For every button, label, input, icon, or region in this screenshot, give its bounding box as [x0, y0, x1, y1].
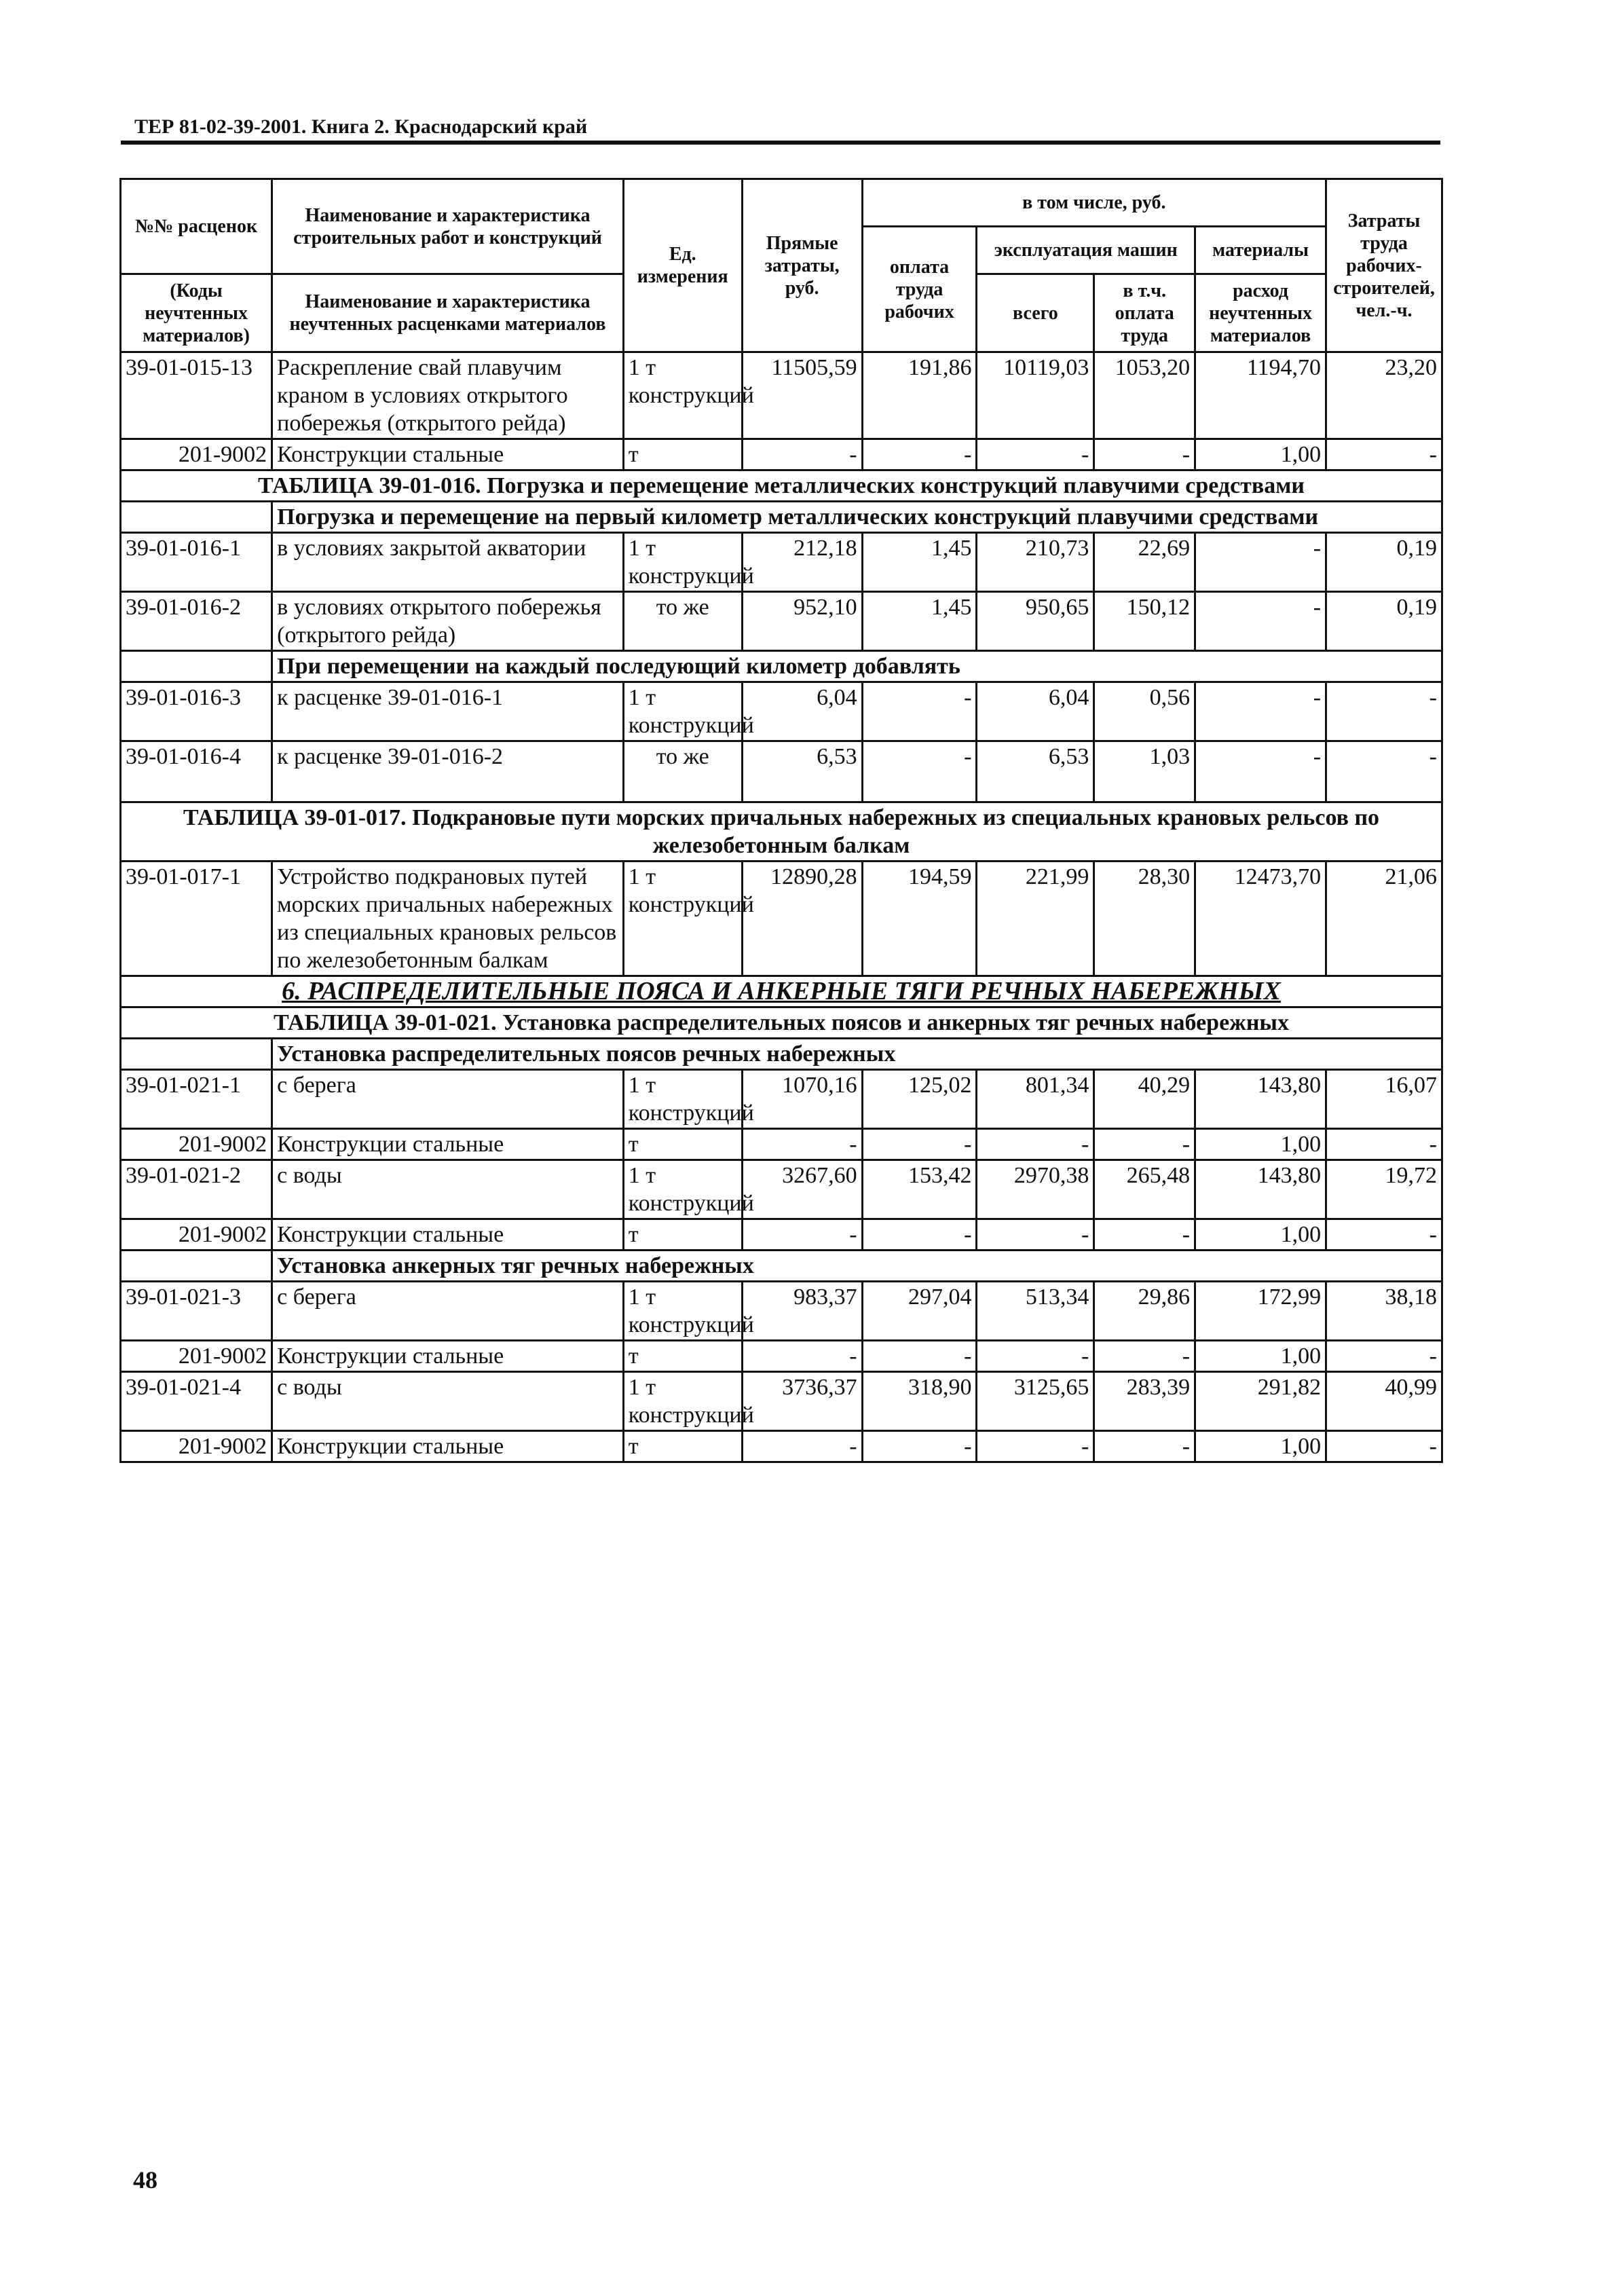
cell-unit: то же — [623, 741, 742, 802]
cell-labor: - — [1326, 682, 1442, 741]
cell-direct: 3736,37 — [742, 1372, 862, 1431]
cell-name: Конструкции стальные — [272, 1129, 624, 1160]
cell-labor: 40,99 — [1326, 1372, 1442, 1431]
cell-wages: - — [862, 1431, 977, 1462]
header-mach-total: всего — [977, 274, 1094, 352]
cell-unit: 1 т конструкций — [623, 1070, 742, 1129]
cell-wages: - — [862, 682, 977, 741]
cell-labor: - — [1326, 1219, 1442, 1251]
cell-mat: 291,82 — [1195, 1372, 1326, 1431]
header-mach-wages: в т.ч. оплата труда — [1094, 274, 1195, 352]
cell-direct: 12890,28 — [742, 862, 862, 976]
cell-wages: 125,02 — [862, 1070, 977, 1129]
cell-mat: 1,00 — [1195, 1341, 1326, 1372]
cell-direct: 3267,60 — [742, 1160, 862, 1219]
subheading: Установка распределительных поясов речных набережных — [272, 1039, 1442, 1070]
cell-mat: - — [1195, 682, 1326, 741]
rates-table — [119, 178, 1443, 1463]
subheading: Погрузка и перемещение на первый километр металлических конструкций плавучими средствами — [272, 502, 1442, 533]
cell-code: 39-01-021-2 — [121, 1160, 272, 1219]
cell-mat: 172,99 — [1195, 1282, 1326, 1341]
cell-labor: - — [1326, 439, 1442, 470]
header-direct: Прямые затраты, руб. — [742, 179, 862, 352]
cell-unit: 1 т конструкций — [623, 862, 742, 976]
cell-wages: 194,59 — [862, 862, 977, 976]
header-code-sub: (Коды неучтенных материалов) — [121, 274, 272, 352]
cell-mach-w: - — [1094, 1129, 1195, 1160]
cell-labor: - — [1326, 1129, 1442, 1160]
cell-name: с воды — [272, 1372, 624, 1431]
table-row — [121, 1070, 1442, 1129]
cell-direct: 1070,16 — [742, 1070, 862, 1129]
cell-mat: 1,00 — [1195, 1219, 1326, 1251]
cell-wages: - — [862, 439, 977, 470]
cell-wages: - — [862, 1219, 977, 1251]
section-heading: 6. РАСПРЕДЕЛИТЕЛЬНЫЕ ПОЯСА И АНКЕРНЫЕ ТЯГИ РЕЧНЫХ НАБЕРЕЖНЫХ — [121, 976, 1442, 1007]
cell-name: к расценке 39-01-016-1 — [272, 682, 624, 741]
cell-mat: - — [1195, 592, 1326, 651]
cell-wages: 153,42 — [862, 1160, 977, 1219]
table-title: ТАБЛИЦА 39-01-016. Погрузка и перемещение металлических конструкций плавучими средствами — [121, 470, 1442, 502]
cell-code: 39-01-017-1 — [121, 862, 272, 976]
table-row — [121, 862, 1442, 976]
cell-direct: - — [742, 1219, 862, 1251]
cell-code: 39-01-015-13 — [121, 352, 272, 439]
cell-unit: 1 т конструкций — [623, 352, 742, 439]
cell-mat: - — [1195, 533, 1326, 592]
cell-name: с воды — [272, 1160, 624, 1219]
header-incl: в том числе, руб. — [862, 179, 1326, 227]
cell-mach: - — [977, 1341, 1094, 1372]
header-unit: Ед. измерения — [623, 179, 742, 352]
subheading-row — [121, 651, 1442, 682]
table-row — [121, 533, 1442, 592]
cell-labor: 38,18 — [1326, 1282, 1442, 1341]
cell-mach: - — [977, 1431, 1094, 1462]
cell-unit: т — [623, 1219, 742, 1251]
table-row — [121, 1372, 1442, 1431]
table-title: ТАБЛИЦА 39-01-021. Установка распределительных поясов и анкерных тяг речных набережных — [121, 1007, 1442, 1039]
cell-code: 39-01-016-4 — [121, 741, 272, 802]
cell-mat: 1194,70 — [1195, 352, 1326, 439]
header-code: №№ расценок — [121, 179, 272, 274]
page-header: ТЕР 81-02-39-2001. Книга 2. Краснодарский край — [134, 115, 588, 138]
cell-labor: 0,19 — [1326, 533, 1442, 592]
cell-mach: 801,34 — [977, 1070, 1094, 1129]
cell-unit: то же — [623, 592, 742, 651]
cell-mach-w: 150,12 — [1094, 592, 1195, 651]
header-name: Наименование и характеристика строительных работ и конструкций — [272, 179, 624, 274]
cell-unit: 1 т конструкций — [623, 1282, 742, 1341]
cell-mach: 2970,38 — [977, 1160, 1094, 1219]
cell-mat: 1,00 — [1195, 1431, 1326, 1462]
cell-mach: 6,04 — [977, 682, 1094, 741]
cell-name: Раскрепление свай плавучим краном в условиях открытого побережья (открытого рейда) — [272, 352, 624, 439]
table-row — [121, 1341, 1442, 1372]
table-row — [121, 1219, 1442, 1251]
cell-labor: - — [1326, 741, 1442, 802]
cell-mat: 1,00 — [1195, 439, 1326, 470]
cell-code: 39-01-016-1 — [121, 533, 272, 592]
cell-mat: 143,80 — [1195, 1160, 1326, 1219]
cell-name: к расценке 39-01-016-2 — [272, 741, 624, 802]
cell-wages: - — [862, 1341, 977, 1372]
cell-labor: - — [1326, 1341, 1442, 1372]
cell-mach: 10119,03 — [977, 352, 1094, 439]
cell-wages: 297,04 — [862, 1282, 977, 1341]
cell-unit: т — [623, 439, 742, 470]
cell-mach: 210,73 — [977, 533, 1094, 592]
subheading-row — [121, 1251, 1442, 1282]
section-heading-row — [121, 976, 1442, 1007]
cell-name: Конструкции стальные — [272, 1341, 624, 1372]
cell-code: 39-01-021-4 — [121, 1372, 272, 1431]
table-row — [121, 1160, 1442, 1219]
table-header — [121, 179, 1442, 352]
cell-name: с берега — [272, 1282, 624, 1341]
table-title-row — [121, 802, 1442, 862]
subheading: При перемещении на каждый последующий километр добавлять — [272, 651, 1442, 682]
cell-mach: 221,99 — [977, 862, 1094, 976]
cell-name: Конструкции стальные — [272, 1431, 624, 1462]
cell-name: Устройство подкрановых путей морских причальных набережных из специальных крановых рельсов по железобетонным балкам — [272, 862, 624, 976]
header-materials: материалы — [1195, 227, 1326, 274]
cell-labor: 19,72 — [1326, 1160, 1442, 1219]
header-rule — [121, 141, 1440, 145]
cell-labor: 0,19 — [1326, 592, 1442, 651]
cell-mat: 1,00 — [1195, 1129, 1326, 1160]
cell-wages: - — [862, 1129, 977, 1160]
cell-mach-w: 1,03 — [1094, 741, 1195, 802]
cell-direct: 6,53 — [742, 741, 862, 802]
table-row — [121, 1431, 1442, 1462]
cell-wages: 1,45 — [862, 592, 977, 651]
cell-direct: 11505,59 — [742, 352, 862, 439]
cell-direct: 6,04 — [742, 682, 862, 741]
header-materials-sub: расход неучтенных материалов — [1195, 274, 1326, 352]
cell-mach-w: - — [1094, 1341, 1195, 1372]
cell-mach: 6,53 — [977, 741, 1094, 802]
cell-mach: - — [977, 1129, 1094, 1160]
cell-mach-w: - — [1094, 1431, 1195, 1462]
header-wages: оплата труда рабочих — [862, 227, 977, 352]
cell-direct: - — [742, 439, 862, 470]
cell-mach-w: 28,30 — [1094, 862, 1195, 976]
cell-direct: - — [742, 1129, 862, 1160]
cell-direct: 983,37 — [742, 1282, 862, 1341]
cell-code: 201-9002 — [121, 1431, 272, 1462]
cell-unit: 1 т конструкций — [623, 1372, 742, 1431]
cell-mat: - — [1195, 741, 1326, 802]
page-number: 48 — [133, 2166, 157, 2193]
table-row — [121, 741, 1442, 802]
cell-wages: 318,90 — [862, 1372, 977, 1431]
cell-unit: т — [623, 1431, 742, 1462]
cell-mach-w: 22,69 — [1094, 533, 1195, 592]
table-row — [121, 592, 1442, 651]
cell-code: 39-01-016-2 — [121, 592, 272, 651]
table-title-row — [121, 1007, 1442, 1039]
header-labor: Затраты труда рабочих-строителей, чел.-ч. — [1326, 179, 1442, 352]
cell-mach-w: 265,48 — [1094, 1160, 1195, 1219]
table-title: ТАБЛИЦА 39-01-017. Подкрановые пути морских причальных набережных из специальных крановых рельсов по железобетонным балкам — [121, 802, 1442, 862]
cell-name: в условиях закрытой акватории — [272, 533, 624, 592]
cell-wages: 191,86 — [862, 352, 977, 439]
cell-name: с берега — [272, 1070, 624, 1129]
header-machines: эксплуатация машин — [977, 227, 1195, 274]
cell-mach: - — [977, 1219, 1094, 1251]
cell-mat: 12473,70 — [1195, 862, 1326, 976]
cell-name: в условиях открытого побережья (открытого рейда) — [272, 592, 624, 651]
cell-unit: 1 т конструкций — [623, 1160, 742, 1219]
cell-mach-w: - — [1094, 1219, 1195, 1251]
cell-code: 39-01-021-3 — [121, 1282, 272, 1341]
cell-mat: 143,80 — [1195, 1070, 1326, 1129]
cell-wages: 1,45 — [862, 533, 977, 592]
cell-direct: 952,10 — [742, 592, 862, 651]
cell-mach-w: 40,29 — [1094, 1070, 1195, 1129]
cell-labor: 16,07 — [1326, 1070, 1442, 1129]
table-row — [121, 1129, 1442, 1160]
cell-labor: 21,06 — [1326, 862, 1442, 976]
cell-code: 39-01-021-1 — [121, 1070, 272, 1129]
cell-mach-w: 283,39 — [1094, 1372, 1195, 1431]
cell-mach-w: 0,56 — [1094, 682, 1195, 741]
cell-mach: - — [977, 439, 1094, 470]
subheading-row — [121, 1039, 1442, 1070]
cell-code: 201-9002 — [121, 439, 272, 470]
subheading-row — [121, 502, 1442, 533]
cell-mach-w: - — [1094, 439, 1195, 470]
cell-mach: 950,65 — [977, 592, 1094, 651]
cell-labor: - — [1326, 1431, 1442, 1462]
cell-code: 39-01-016-3 — [121, 682, 272, 741]
cell-mach-w: 29,86 — [1094, 1282, 1195, 1341]
table-title-row — [121, 470, 1442, 502]
cell-code: 201-9002 — [121, 1341, 272, 1372]
cell-name: Конструкции стальные — [272, 1219, 624, 1251]
cell-name: Конструкции стальные — [272, 439, 624, 470]
table-row — [121, 682, 1442, 741]
cell-direct: - — [742, 1431, 862, 1462]
table-row — [121, 352, 1442, 439]
subheading: Установка анкерных тяг речных набережных — [272, 1251, 1442, 1282]
cell-direct: - — [742, 1341, 862, 1372]
cell-mach-w: 1053,20 — [1094, 352, 1195, 439]
cell-unit: т — [623, 1341, 742, 1372]
cell-unit: т — [623, 1129, 742, 1160]
cell-mach: 3125,65 — [977, 1372, 1094, 1431]
cell-labor: 23,20 — [1326, 352, 1442, 439]
cell-unit: 1 т конструкций — [623, 533, 742, 592]
table-row — [121, 1282, 1442, 1341]
table-row — [121, 439, 1442, 470]
header-name-sub: Наименование и характеристика неучтенных расценками материалов — [272, 274, 624, 352]
cell-code: 201-9002 — [121, 1129, 272, 1160]
cell-mach: 513,34 — [977, 1282, 1094, 1341]
cell-wages: - — [862, 741, 977, 802]
cell-unit: 1 т конструкций — [623, 682, 742, 741]
cell-direct: 212,18 — [742, 533, 862, 592]
cell-code: 201-9002 — [121, 1219, 272, 1251]
